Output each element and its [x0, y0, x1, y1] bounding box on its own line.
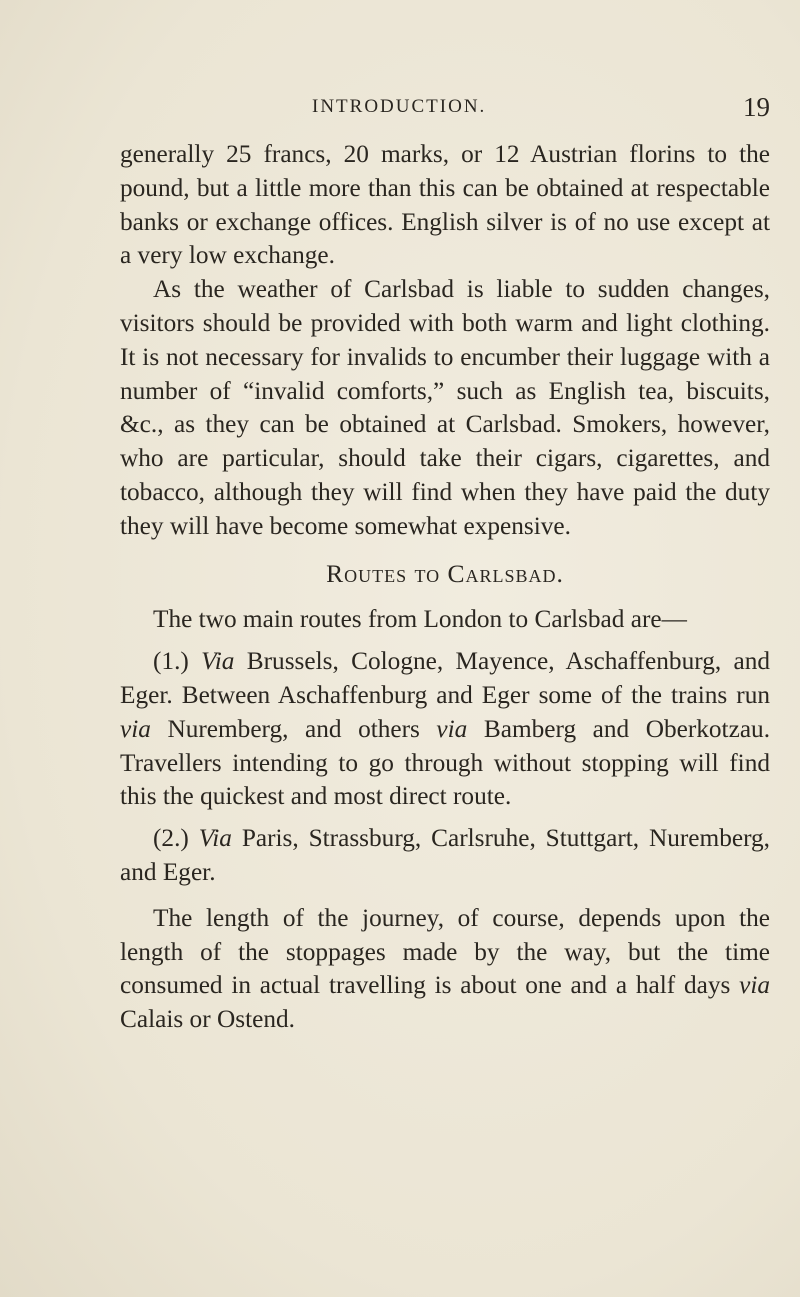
route-1-text-b: Nuremberg, and others [167, 714, 420, 743]
route-2-via: Via [198, 824, 232, 853]
route-1-number: (1.) [153, 647, 189, 676]
journey-text-b: Calais or Ostend. [120, 1005, 295, 1034]
route-1-via: Via [201, 647, 235, 676]
body-text [120, 138, 770, 1037]
paragraph-routes-intro: The two main routes from London to Carlsbad are— [153, 605, 687, 634]
route-1-text-c: Bamberg and Oberkotzau. Travellers intending to go through without stopping will find this the quickest and most direct route. [120, 714, 771, 811]
route-1-via-2: via [120, 714, 151, 743]
route-1 [120, 645, 770, 814]
route-2-number: (2.) [153, 824, 189, 853]
route-2-text: Paris, Strassburg, Carlsruhe, Stuttgart, Nuremberg, and Eger. [120, 824, 771, 886]
journey-via: via [739, 971, 771, 1000]
route-1-text-a: Brussels, Cologne, Mayence, Aschaffenburg, and Eger. Between Aschaffenburg and Eger some of the trains run [120, 647, 771, 709]
paragraph-clothing: As the weather of Carlsbad is liable to sudden changes, visitors should be provided with both warm and light clothing. It is not necessary for invalids to encumber their luggage with a number of “invalid comforts,” such as English tea, biscuits, &c., as they can be obtained at Carlsbad. Smokers, however, who are particular, should take their cigars, cigarettes, and tobacco, although they will find when they have paid the duty they will have become somewhat expensive. [120, 275, 770, 540]
running-head-title: INTRODUCTION. [312, 96, 487, 117]
route-2 [120, 822, 770, 890]
journey-text-a: The length of the journey, of course, depends upon the length of the stoppages made by the way, but the time consumed in actual travelling is about one and a half days [120, 903, 770, 1000]
paragraph-journey-length [120, 902, 770, 1037]
route-1-via-3: via [436, 714, 468, 743]
paragraph-exchange: generally 25 francs, 20 marks, or 12 Austrian florins to the pound, but a little more than this can be obtained at respectable banks or exchange offices. English silver is of no use except at a very low exchange. [120, 140, 770, 270]
running-head [120, 92, 770, 126]
page-number: 19 [743, 92, 770, 122]
section-heading: Routes to Carlsbad. [326, 558, 564, 588]
